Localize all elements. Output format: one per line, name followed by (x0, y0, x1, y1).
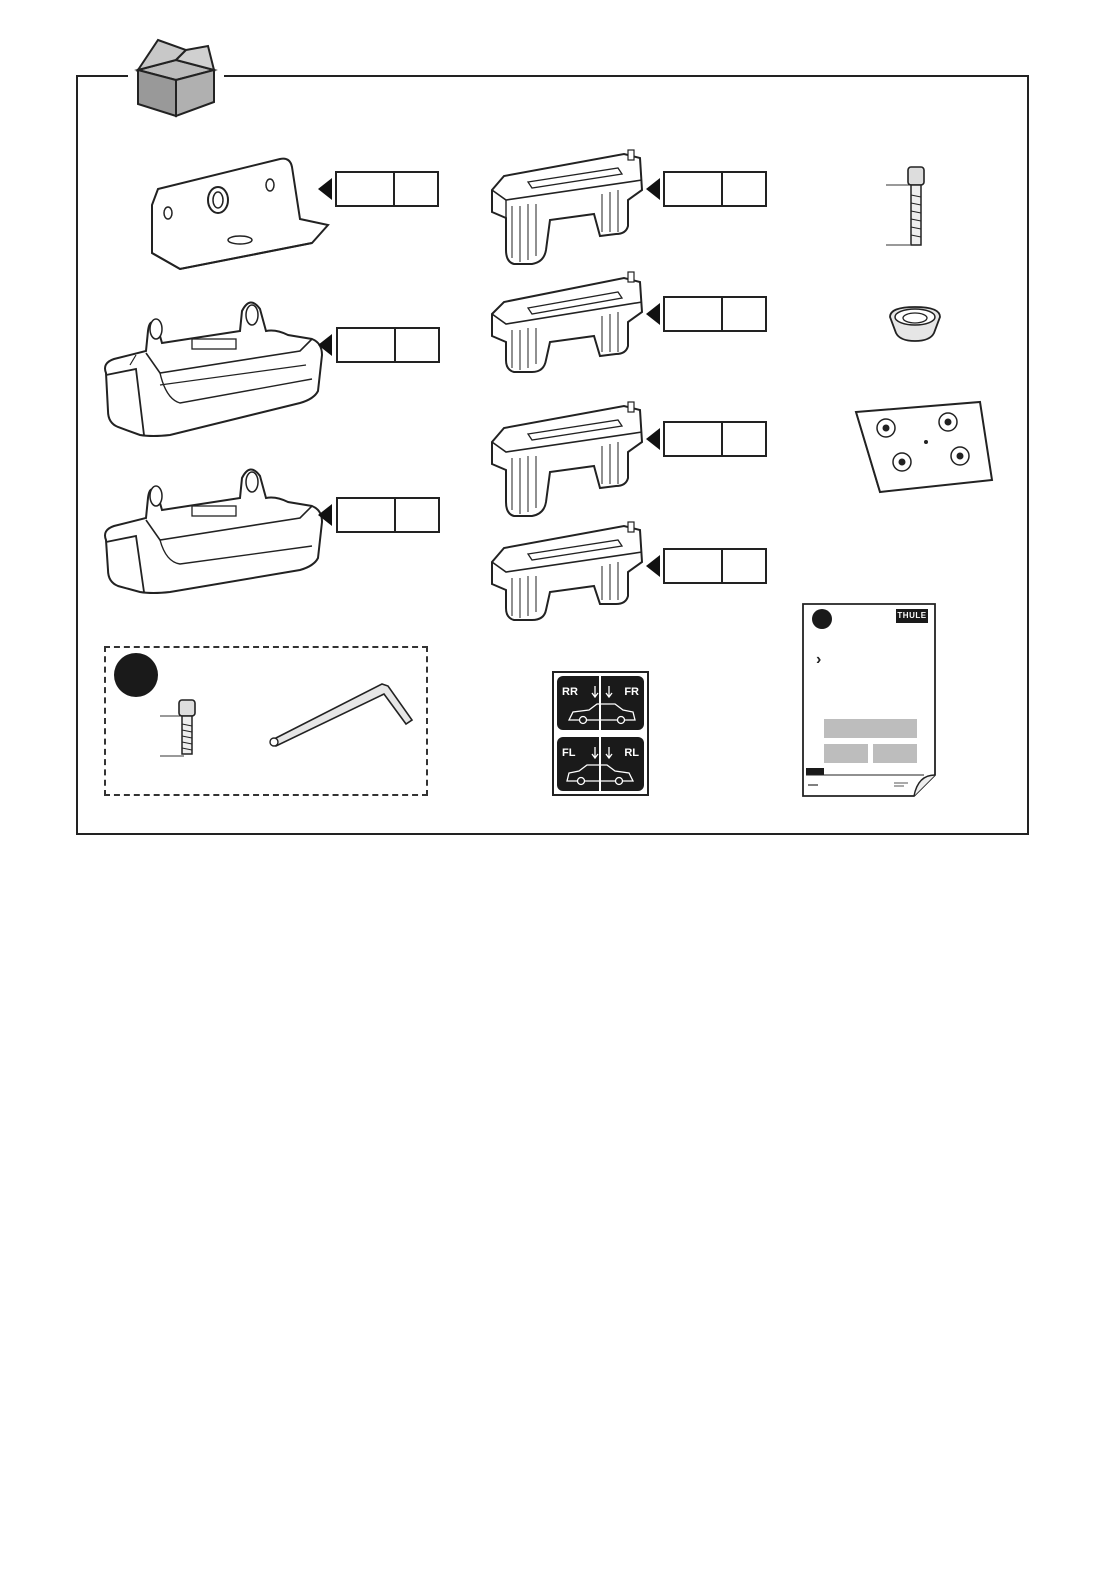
quantity-cell (721, 421, 767, 457)
pointer-arrow (646, 428, 660, 450)
quantity-cell (721, 296, 767, 332)
quantity-cell (336, 497, 396, 533)
sticker-bottom-panel (557, 737, 644, 791)
pointer-arrow (318, 334, 332, 356)
chevron-right-icon: › (816, 651, 822, 668)
quantity-box (335, 171, 439, 207)
quantity-box (663, 548, 767, 584)
bracket-plate (140, 155, 335, 275)
open-box-icon (128, 36, 224, 120)
quantity-box (663, 296, 767, 332)
quantity-box (336, 327, 440, 363)
car-icon (565, 761, 637, 787)
pointer-arrow (318, 504, 332, 526)
quantity-box (663, 171, 767, 207)
long-bolt-icon (886, 163, 936, 251)
quantity-box (663, 421, 767, 457)
bolt-icon (160, 698, 210, 760)
mounting-plate (852, 400, 997, 495)
quantity-cell (394, 497, 440, 533)
quantity-cell (335, 171, 395, 207)
roof-foot (100, 295, 328, 443)
key-marker-dot (114, 653, 158, 697)
rubber-pad (488, 398, 648, 520)
label-fr: FR (624, 686, 639, 698)
quantity-cell (663, 296, 723, 332)
pointer-arrow (318, 178, 332, 200)
car-icon (565, 700, 637, 726)
quantity-cell (663, 421, 723, 457)
pointer-arrow (646, 178, 660, 200)
sticker-top-panel (557, 676, 644, 730)
quantity-cell (336, 327, 396, 363)
quantity-cell (721, 171, 767, 207)
sticker-divider (599, 673, 601, 794)
pointer-arrow (646, 303, 660, 325)
quantity-cell (394, 327, 440, 363)
label-fl: FL (562, 747, 576, 759)
quantity-cell (663, 548, 723, 584)
washer-icon (886, 305, 944, 345)
rubber-pad (488, 146, 648, 268)
quantity-box (336, 497, 440, 533)
instruction-manual (802, 603, 936, 797)
label-rl: RL (624, 747, 639, 759)
roof-foot (100, 460, 328, 595)
quantity-cell (721, 548, 767, 584)
thule-logo: THULE (896, 609, 928, 623)
label-rr: RR (562, 686, 578, 698)
rubber-pad (488, 268, 648, 376)
position-sticker (552, 671, 649, 796)
down-arrows-icon (589, 686, 615, 700)
down-arrows-icon (589, 747, 615, 761)
quantity-cell (663, 171, 723, 207)
rubber-pad (488, 518, 648, 624)
manual-page (802, 603, 936, 797)
quantity-cell (393, 171, 439, 207)
pointer-arrow (646, 555, 660, 577)
hex-key-icon (266, 680, 416, 750)
